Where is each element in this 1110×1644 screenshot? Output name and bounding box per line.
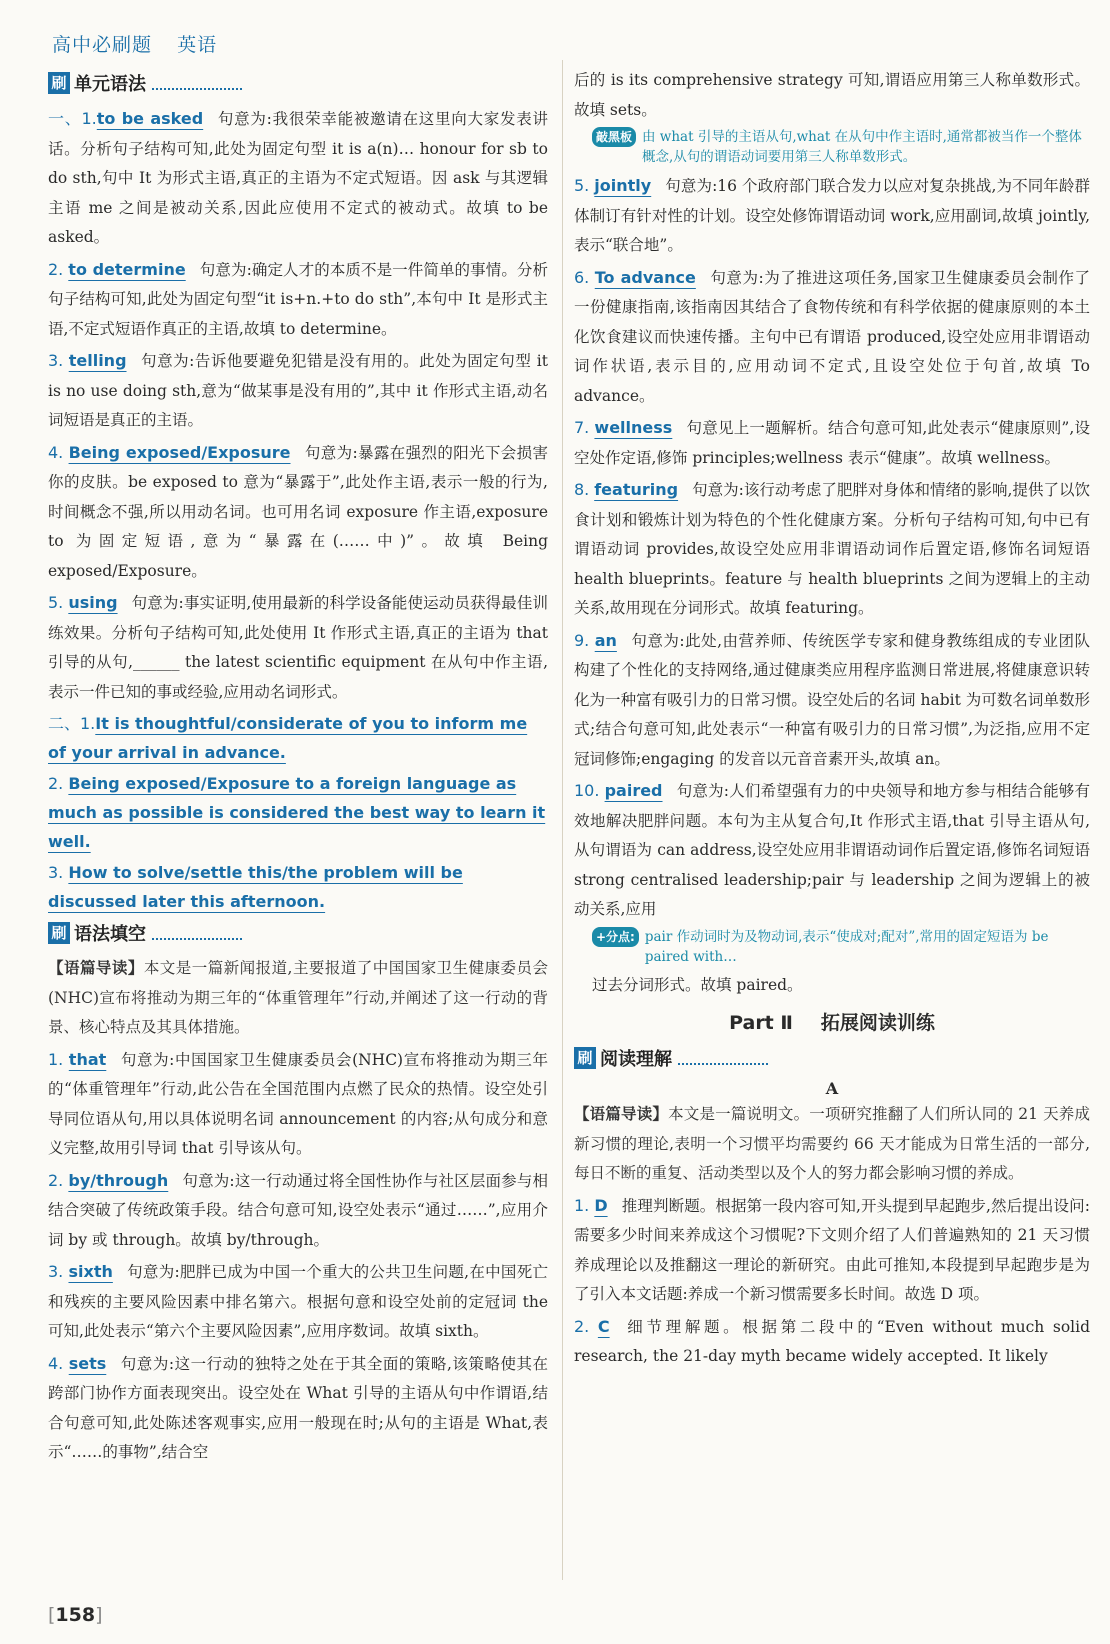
tip-note: 敲黑板 由 what 引导的主语从句,what 在从句中作主语时,通常都被当作一个整体概念,从句的谓语动词要用第三人称单数形式。 — [592, 127, 1090, 167]
answer-item: 2. to determine 句意为:确定人才的本质不是一件简单的事情。分析句子结构可知,此处为固定句型“it is+n.+to do sth”,本句中 It 是形式主语,不定式短语作真正的主语,故填 to determine。 — [48, 259, 548, 338]
answer-item: 1. D 推理判断题。根据第一段内容可知,开头提到早起跑步,然后提出设问:需要多少时间来养成这个习惯呢?下文则介绍了人们普遍熟知的 21 天习惯养成理论以及推翻这一理论的新研究。由此可推知,本段提到早起跑步是为了引入本文话题:养成一个新习惯需要多长时间。故选 D 项。 — [574, 1195, 1090, 1303]
answer-item: 3. sixth 句意为:肥胖已成为中国一个重大的公共卫生问题,在中国死亡和残疾的主要风险因素中排名第六。根据句意和设空处前的定冠词 the 可知,此处表示“第六个主要风险因素”,应用序数词。故填 sixth。 — [48, 1262, 548, 1340]
translation-answer: 2. Being exposed/Exposure to a foreign language as much as possible is considered the best way to learn it well. — [48, 774, 546, 851]
brush-icon: 刷 — [48, 922, 70, 944]
brush-icon: 刷 — [48, 72, 70, 94]
dotted-rule — [152, 926, 242, 940]
answer-item: 5. jointly 句意为:16 个政府部门联合发力以应对复杂挑战,为不同年龄群体制订有针对性的计划。设空处修饰谓语动词 work,应用副词,故填 jointly,表示“联合地”。 — [574, 176, 1090, 254]
right-column — [574, 66, 1090, 1374]
section-title: 语法填空 — [74, 924, 146, 945]
dotted-rule — [152, 76, 242, 90]
column-divider — [562, 60, 563, 1580]
section-fill — [48, 920, 548, 946]
continued-text: 过去分词形式。故填 paired。 — [592, 975, 803, 994]
book-title: 高中必刷题 — [52, 34, 153, 56]
answer-item: 1. that 句意为:中国国家卫生健康委员会(NHC)宣布将推动为期三年的“体重管理年”行动,此公告在全国范围内点燃了民众的热情。设空处引导同位语从句,用以具体说明名词 announcement 的内容;从句成分和意义完整,故用引导词 that 引导该从句。 — [48, 1049, 548, 1157]
passage-label: A — [825, 1079, 839, 1098]
point-badge: +分点: — [592, 927, 639, 947]
answer-item: 2. C 细节理解题。根据第二段中的“Even without much solid research, the 21-day myth became widely accepted. It likely — [574, 1316, 1090, 1365]
answer-item: 7. wellness 句意见上一题解析。结合句意可知,此处表示“健康原则”,设空处作定语,修饰 principles;wellness 表示“健康”。故填 wellness。 — [574, 418, 1090, 467]
left-column — [48, 66, 548, 1470]
point-note: +分点: pair 作动词时为及物动词,表示“使成对;配对”,常用的固定短语为 be paired with… — [592, 927, 1090, 967]
passage-guide: 【语篇导读】本文是一篇新闻报道,主要报道了中国国家卫生健康委员会(NHC)宣布将推动为期三年的“体重管理年”行动,并阐述了这一行动的背景、核心特点及其具体措施。 — [48, 959, 548, 1036]
answer-item: 6. To advance 句意为:为了推进这项任务,国家卫生健康委员会制作了一份健康指南,该指南因其结合了食物传统和有科学依据的健康原则的本土化饮食建议而快速传播。主句中已有谓语 produced,设空处应用非谓语动词作状语,表示目的,应用动词不定式,且设空处位于句首,故填 To advance。 — [574, 267, 1090, 405]
answer-item: 2. by/through 句意为:这一行动通过将全国性协作与社区层面参与相结合突破了传统政策手段。结合句意可知,设空处表示“通过……”,应用介词 by 或 through。故填 by/through。 — [48, 1170, 548, 1249]
answer-item: 10. paired 句意为:人们希望强有力的中央领导和地方参与相结合能够有效地解决肥胖问题。本句为主从复合句,It 作形式主语,that 引导主语从句,从句谓语为 can address,设空处应用非谓语动词作后置定语,修饰名词短语 strong centralised leadership;pair 与 leadership 之间为逻辑上的被动关系,应用 — [574, 781, 1090, 918]
answer-item: 3. telling 句意为:告诉他要避免犯错是没有用的。此处为固定句型 it is no use doing sth,意为“做某事是没有用的”,其中 it 作形式主语,动名词短语是真正的主语。 — [48, 351, 548, 429]
answer-item: 9. an 句意为:此处,由营养师、传统医学专家和健身教练组成的专业团队构建了个性化的支持网络,通过健康类应用程序监测日常进展,将健康意识转化为一种富有吸引力的日常习惯。设空处后的名词 habit 为可数名词单数形式;结合句意可知,此处表示“一种富有吸引力的日常习惯”,为泛指,应用不定冠词修饰;engaging 的发音以元音音素开头,故填 an。 — [574, 630, 1090, 768]
passage-guide: 【语篇导读】本文是一篇说明文。一项研究推翻了人们所认同的 21 天养成新习惯的理论,表明一个习惯平均需要约 66 天才能成为日常生活的一部分,每日不断的重复、活动类型以及个人的努力都会影响习惯的养成。 — [574, 1105, 1090, 1182]
answer-item: 4. sets 句意为:这一行动的独特之处在于其全面的策略,该策略使其在跨部门协作方面表现突出。设空处在 What 引导的主语从句中作谓语,结合句意可知,此处陈述客观事实,应用一般现在时;从句的主语是 What,表示“……的事物”,结合空 — [48, 1353, 548, 1461]
part-heading: Part Ⅱ 拓展阅读训练 — [729, 1012, 935, 1034]
subject-label: 英语 — [177, 34, 218, 56]
answer-item: 4. Being exposed/Exposure 句意为:暴露在强烈的阳光下会损害你的皮肤。be exposed to 意为“暴露于”,此处作主语,表示一般的行为,时间概念不强,所以用动名词。也可用名词 exposure 作主语,exposure to 为固定短语,意为“暴露在(……中)”。故填 Being exposed/Exposure。 — [48, 442, 548, 580]
answer-item: 8. featuring 句意为:该行动考虑了肥胖对身体和情绪的影响,提供了以饮食计划和锻炼计划为特色的个性化健康方案。分析句子结构可知,句中已有谓语动词 provides,故设空处应用非谓语动词作后置定语,修饰名词短语 health blueprints。feature 与 health blueprints 之间为逻辑上的主动关系,故用现在分词形式。故填 featuring。 — [574, 480, 1090, 617]
brush-icon: 刷 — [574, 1047, 596, 1069]
translation-answer: 3. How to solve/settle this/the problem will be discussed later this afternoon. — [48, 863, 463, 911]
dotted-rule — [678, 1051, 768, 1065]
section-title: 单元语法 — [74, 74, 146, 95]
section-reading — [574, 1045, 1090, 1071]
translation-answer: 二、1.It is thoughtful/considerate of you to inform me of your arrival in advance. — [48, 714, 528, 762]
continued-text: 后的 is its comprehensive strategy 可知,谓语应用第三人称单数形式。故填 sets。 — [574, 71, 1090, 119]
tip-badge: 敲黑板 — [592, 127, 636, 147]
page-number: [158] — [48, 1604, 103, 1626]
answer-item: 5. using 句意为:事实证明,使用最新的科学设备能使运动员获得最佳训练效果。分析句子结构可知,此处使用 It 作形式主语,真正的主语为 that 引导的从句,______ the latest scientific equipment 在从句中作主语,表示一件已知的事或经验,应用动名词形式。 — [48, 593, 548, 701]
section-grammar — [48, 70, 548, 96]
running-header — [52, 30, 235, 57]
answer-item: 一、1.to be asked 句意为:我很荣幸能被邀请在这里向大家发表讲话。分析句子结构可知,此处为固定句型 it is a(n)… honour for sb to do sth,句中 It 为形式主语,真正的主语为不定式短语。因 ask 与其逻辑主语 me 之间是被动关系,因此应使用不定式的被动式。故填 to be asked。 — [48, 109, 549, 246]
section-title: 阅读理解 — [600, 1049, 672, 1070]
